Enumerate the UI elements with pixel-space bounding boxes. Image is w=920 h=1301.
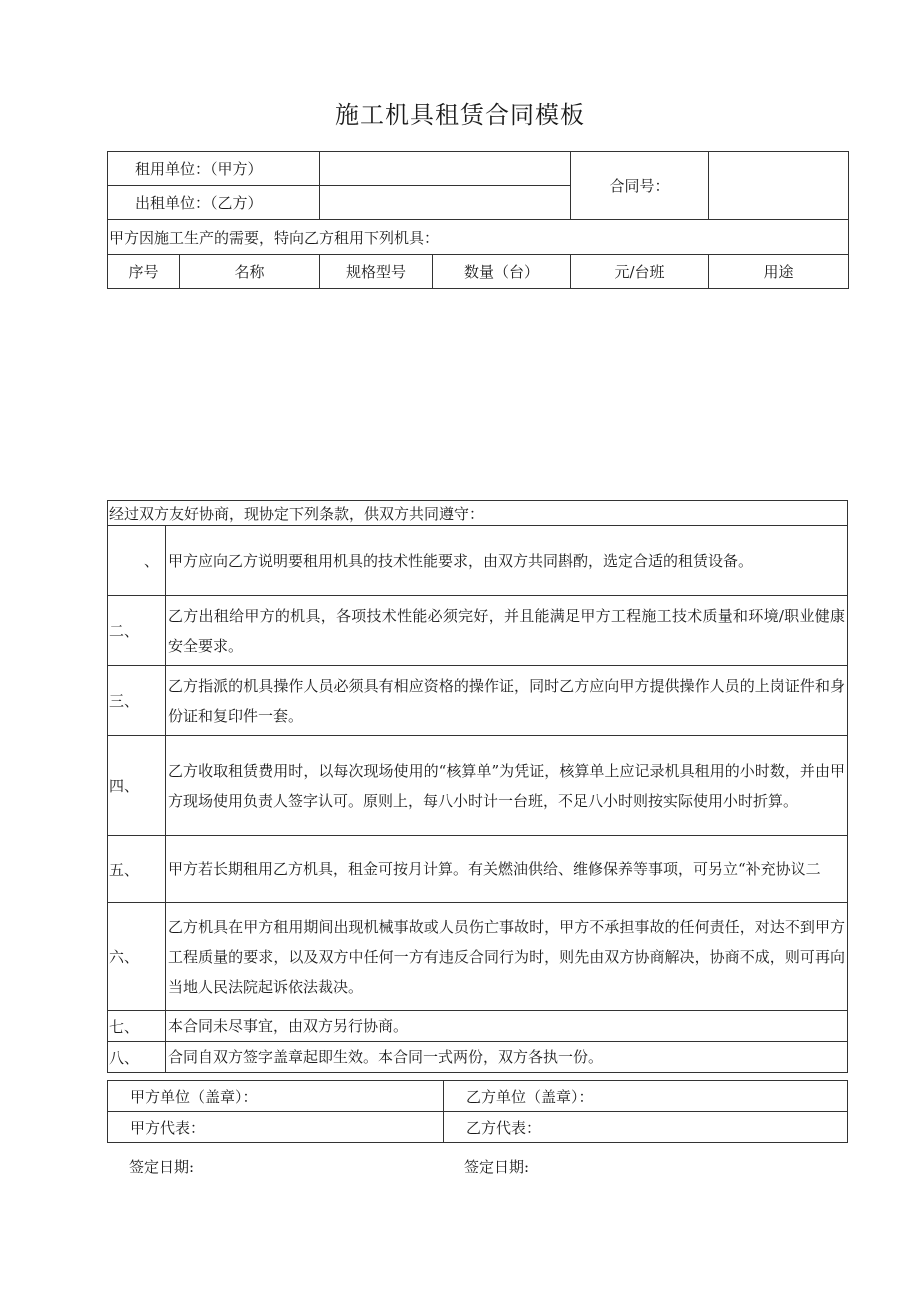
lessee-value-cell[interactable] bbox=[320, 152, 571, 186]
party-a-date-label: 签定日期: bbox=[129, 1158, 195, 1176]
lessee-label: 租用单位：（甲方） bbox=[108, 152, 320, 186]
contract-no-label: 合同号： bbox=[571, 152, 709, 220]
term-number: 七、 bbox=[108, 1011, 166, 1042]
column-header-spec: 规格型号 bbox=[320, 255, 433, 289]
lessor-value-cell[interactable] bbox=[320, 186, 571, 220]
term-text: 乙方出租给甲方的机具，各项技术性能必须完好，并且能满足甲方工程施工技术质量和环境/职业健康安全要求。 bbox=[166, 596, 848, 666]
term-number: 四、 bbox=[108, 736, 166, 836]
term-text: 甲方若长期租用乙方机具，租金可按月计算。有关燃油供给、维修保养等事项，可另立“补充协议二 bbox=[166, 836, 848, 903]
contract-no-value-cell[interactable] bbox=[709, 152, 849, 220]
column-header-price: 元/台班 bbox=[571, 255, 709, 289]
term-number: 三、 bbox=[108, 666, 166, 736]
terms-table bbox=[107, 500, 848, 1073]
term-row bbox=[108, 736, 848, 836]
rental-intro: 甲方因施工生产的需要，特向乙方租用下列机具： bbox=[108, 220, 849, 255]
term-text: 乙方机具在甲方租用期间出现机械事故或人员伤亡事故时，甲方不承担事故的任何责任，对达不到甲方工程质量的要求，以及双方中任何一方有违反合同行为时，则先由双方协商解决，协商不成，则可再向当地人民法院起诉依法裁决。 bbox=[166, 903, 848, 1011]
term-text: 乙方收取租赁费用时，以每次现场使用的“核算单”为凭证，核算单上应记录机具租用的小时数，并由甲方现场使用负责人签字认可。原则上，每八小时计一台班，不足八小时则按实际使用小时折算。 bbox=[166, 736, 848, 836]
term-text: 乙方指派的机具操作人员必须具有相应资格的操作证，同时乙方应向甲方提供操作人员的上岗证件和身份证和复印件一套。 bbox=[166, 666, 848, 736]
signature-table bbox=[107, 1080, 848, 1143]
term-row bbox=[108, 596, 848, 666]
terms-intro: 经过双方友好协商，现协定下列条款，供双方共同遵守： bbox=[108, 501, 848, 526]
document-title: 施工机具租赁合同模板 bbox=[335, 101, 585, 129]
term-row bbox=[108, 1011, 848, 1042]
term-row bbox=[108, 526, 848, 596]
term-text: 本合同未尽事宜，由双方另行协商。 bbox=[166, 1011, 848, 1042]
column-header-index: 序号 bbox=[108, 255, 180, 289]
term-text: 甲方应向乙方说明要租用机具的技术性能要求，由双方共同斟酌，选定合适的租赁设备。 bbox=[166, 526, 848, 596]
term-number: 、 bbox=[108, 526, 166, 596]
term-row bbox=[108, 666, 848, 736]
column-header-name: 名称 bbox=[180, 255, 320, 289]
term-text: 合同自双方签字盖章起即生效。本合同一式两份，双方各执一份。 bbox=[166, 1042, 848, 1073]
party-a-rep-label: 甲方代表： bbox=[108, 1112, 444, 1143]
term-row bbox=[108, 1042, 848, 1073]
column-header-quantity: 数量（台） bbox=[433, 255, 571, 289]
party-b-rep-label: 乙方代表： bbox=[444, 1112, 848, 1143]
term-number: 二、 bbox=[108, 596, 166, 666]
party-b-unit-label: 乙方单位（盖章）： bbox=[444, 1081, 848, 1112]
term-row bbox=[108, 836, 848, 903]
party-a-unit-label: 甲方单位（盖章）： bbox=[108, 1081, 444, 1112]
term-number: 六、 bbox=[108, 903, 166, 1011]
column-header-purpose: 用途 bbox=[709, 255, 849, 289]
rental-header-table bbox=[107, 151, 849, 289]
party-b-date-label: 签定日期: bbox=[464, 1158, 530, 1176]
term-number: 五、 bbox=[108, 836, 166, 903]
lessor-label: 出租单位：（乙方） bbox=[108, 186, 320, 220]
term-row bbox=[108, 903, 848, 1011]
term-number: 八、 bbox=[108, 1042, 166, 1073]
